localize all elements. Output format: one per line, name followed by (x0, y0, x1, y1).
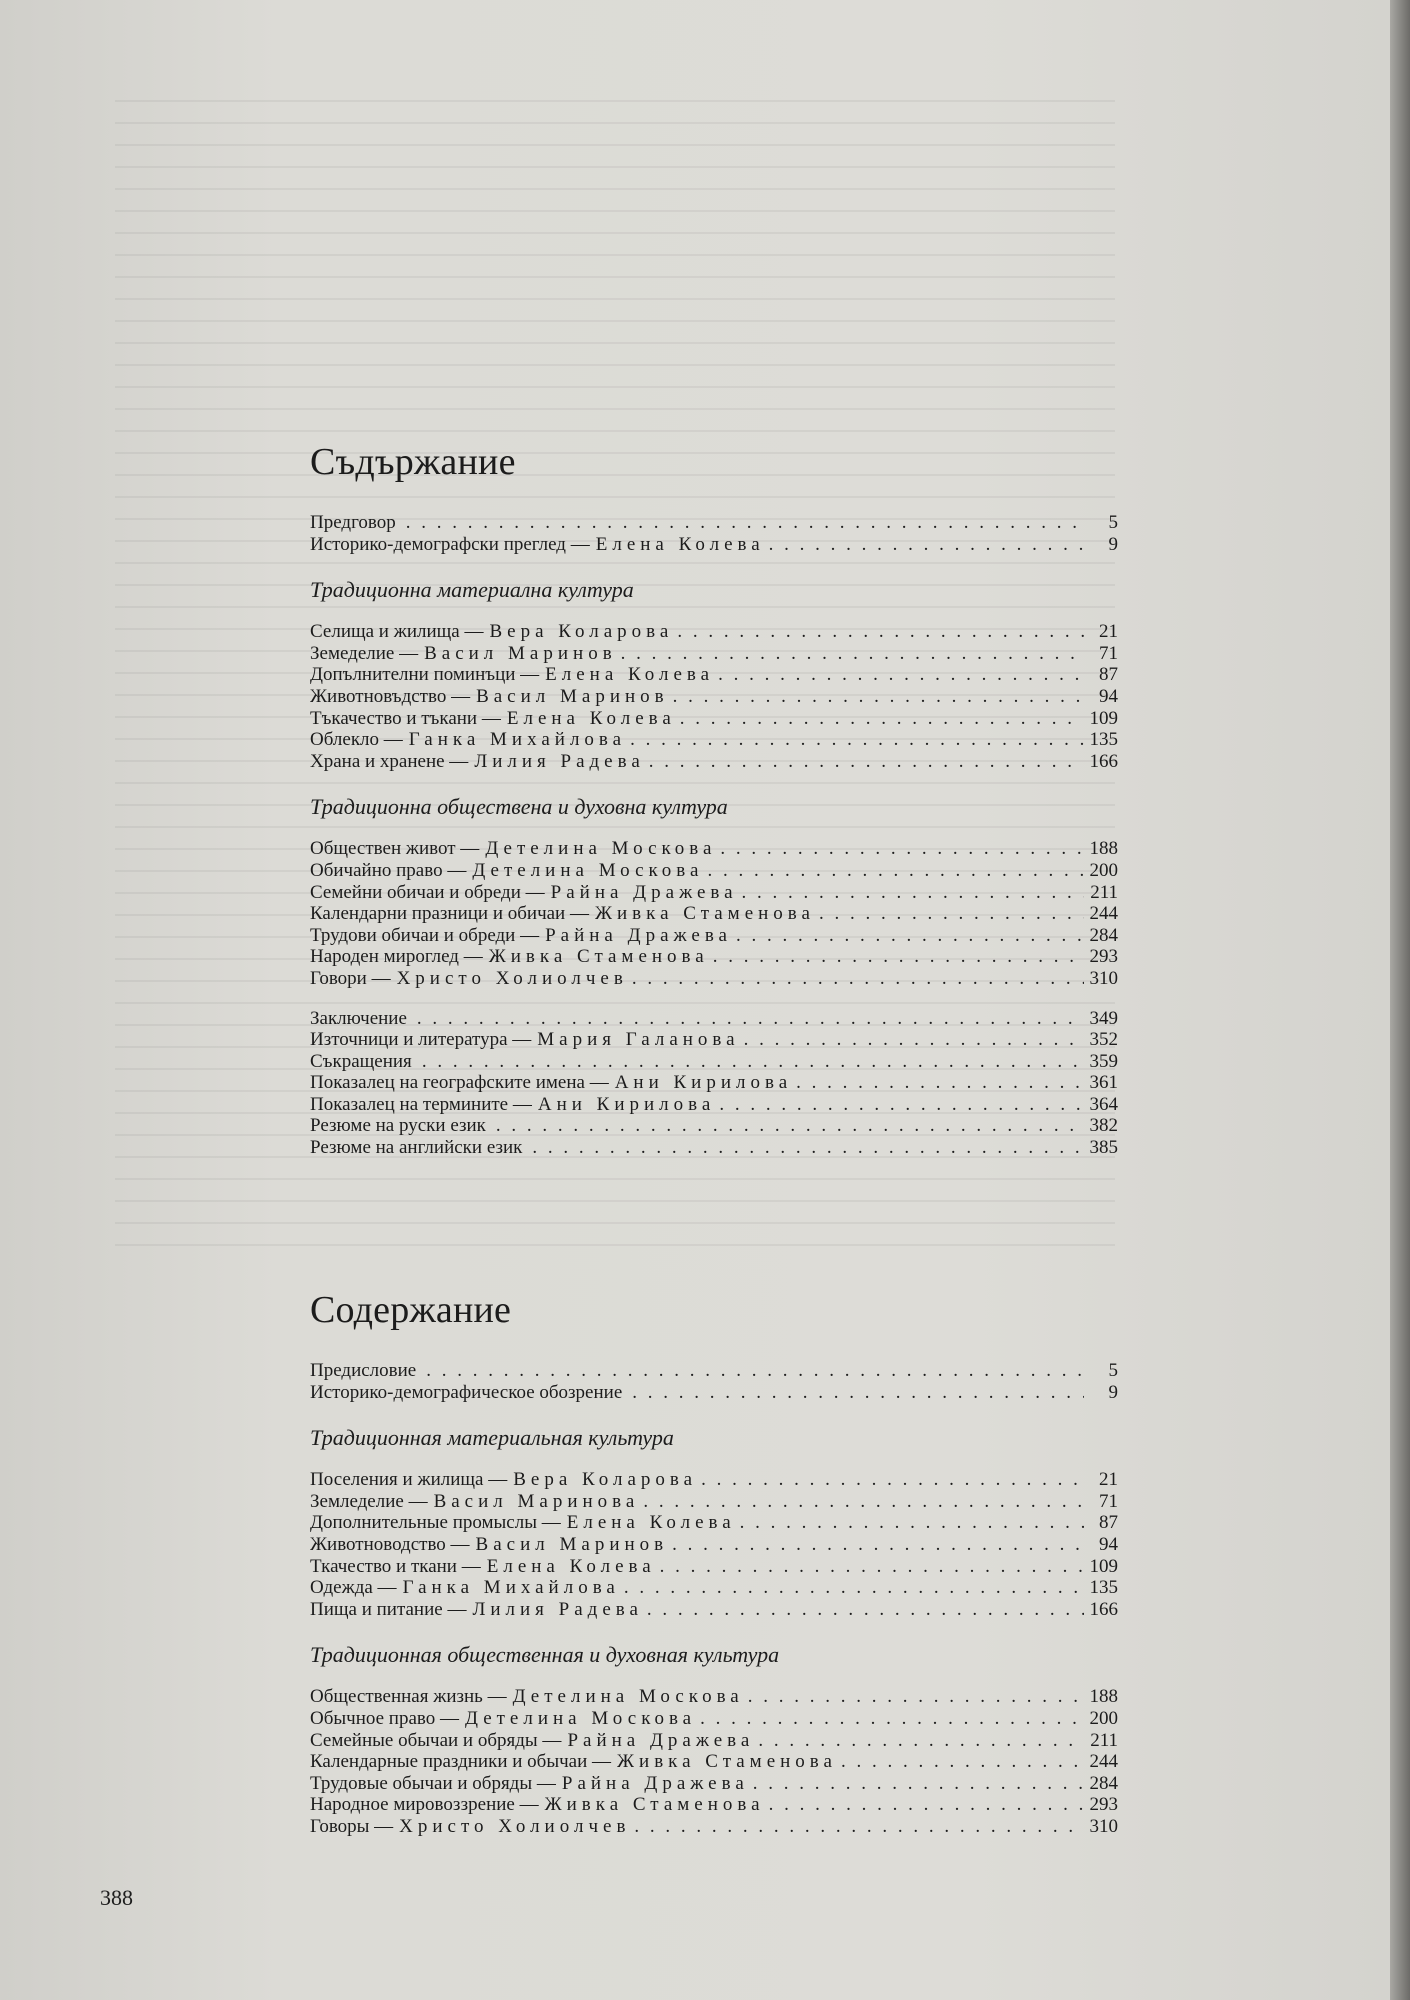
entry-page: 244 (1089, 903, 1118, 925)
entry-page: 94 (1099, 685, 1118, 707)
entry-page: 352 (1089, 1029, 1118, 1051)
dot-leader (426, 1360, 1084, 1382)
entry-page: 244 (1089, 1751, 1118, 1773)
entry-title: Трудовые обычаи и обряды — (310, 1772, 556, 1794)
toc-entry (310, 1051, 1118, 1073)
dot-leader (422, 1051, 1084, 1073)
contents-bulgarian (310, 440, 1118, 1159)
dot-leader (740, 1512, 1084, 1534)
dot-leader (677, 621, 1084, 643)
dot-leader (769, 1794, 1084, 1816)
contents-russian (310, 1288, 1118, 1838)
toc-entry (310, 729, 1118, 751)
toc-entry (310, 643, 1118, 665)
entry-page: 364 (1089, 1093, 1118, 1115)
dot-leader (718, 664, 1084, 686)
dot-leader (643, 1491, 1084, 1513)
entry-page: 211 (1090, 881, 1118, 903)
entry-page: 361 (1089, 1072, 1118, 1094)
entry-author: Васил Маринова (433, 1490, 640, 1512)
entry-page: 188 (1089, 838, 1118, 860)
entry-author: Райна Дражева (545, 924, 732, 946)
entry-page: 71 (1099, 1490, 1118, 1512)
entry-page: 109 (1089, 707, 1118, 729)
entry-page: 9 (1108, 533, 1118, 555)
entry-page: 21 (1099, 1469, 1118, 1491)
entry-page: 87 (1099, 664, 1118, 686)
entry-author: Васил Маринов (475, 1533, 669, 1555)
entry-title: Показалец на термините — (310, 1093, 532, 1115)
dot-leader (736, 925, 1084, 947)
entry-page: 200 (1089, 859, 1118, 881)
entry-page: 135 (1089, 1577, 1118, 1599)
entry-author: Вера Коларова (513, 1469, 698, 1491)
entry-title: Селища и жилища — (310, 621, 484, 643)
toc-entry (310, 1094, 1118, 1116)
entry-author: Вера Коларова (489, 621, 674, 643)
dot-leader (621, 643, 1084, 665)
entry-title: Резюме на руски език (310, 1115, 486, 1137)
entry-author: Живка Стаменова (488, 946, 709, 968)
toc-entry (310, 708, 1118, 730)
toc-entry (310, 1115, 1118, 1137)
dot-leader (742, 882, 1084, 904)
entry-author: Ганка Михайлова (402, 1577, 620, 1599)
entry-page: 310 (1089, 1815, 1118, 1837)
entry-title: Общественная жизнь — (310, 1686, 507, 1708)
entry-title: Съкращения (310, 1050, 412, 1072)
toc-entry (310, 1382, 1118, 1404)
dot-leader (819, 903, 1084, 925)
dot-leader (673, 686, 1084, 708)
entry-page: 87 (1099, 1512, 1118, 1534)
entry-title: Семейни обичаи и обреди — (310, 881, 545, 903)
toc-entry (310, 1469, 1118, 1491)
toc-entry (310, 1794, 1118, 1816)
entry-author: Мария Галанова (537, 1029, 740, 1051)
entry-page: 284 (1089, 924, 1118, 946)
entry-author: Ани Кирилова (537, 1093, 716, 1115)
toc-entry (310, 534, 1118, 556)
entry-title: Народен мироглед — (310, 946, 483, 968)
dot-leader (720, 838, 1084, 860)
entry-title: Облекло — (310, 729, 403, 751)
toc-entry (310, 1534, 1118, 1556)
entry-author: Ани Кирилова (614, 1072, 793, 1094)
entry-title: Предговор (310, 512, 396, 533)
section-heading: Традиционна материална култура (310, 577, 634, 603)
toc-entry (310, 1708, 1118, 1730)
toc-entry (310, 1686, 1118, 1708)
dot-leader (660, 1556, 1084, 1578)
dot-leader (634, 1816, 1084, 1838)
toc-entry (310, 1008, 1118, 1030)
entry-title: Обществен живот — (310, 838, 480, 860)
entry-title: Семейные обычаи и обряды — (310, 1729, 562, 1751)
entry-author: Детелина Москова (512, 1686, 744, 1708)
entry-page: 5 (1108, 512, 1118, 533)
toc-entry (310, 751, 1118, 773)
entry-title: Говоры — (310, 1815, 394, 1837)
entry-author: Ганка Михайлова (408, 729, 627, 751)
entry-page: 135 (1089, 729, 1118, 751)
entry-title: Животноводство — (310, 1533, 470, 1555)
entry-title: Дополнительные промыслы — (310, 1512, 561, 1534)
contents-title: Содержание (310, 1289, 512, 1331)
entry-title: Обичайно право — (310, 859, 467, 881)
dot-leader (496, 1115, 1084, 1137)
entry-title: Земеделие — (310, 642, 419, 664)
entry-title: Пища и питание — (310, 1598, 467, 1620)
dot-leader (753, 1773, 1084, 1795)
entry-title: Поселения и жилища — (310, 1469, 508, 1491)
entry-page: 349 (1089, 1007, 1118, 1029)
dot-leader (744, 1029, 1084, 1051)
toc-entry (310, 1556, 1118, 1578)
entry-page: 284 (1089, 1772, 1118, 1794)
section-heading: Традиционная общественная и духовная культура (310, 1642, 780, 1668)
entry-author: Живка Стаменова (544, 1794, 765, 1816)
entry-title: Показалец на географските имена — (310, 1072, 609, 1094)
dot-leader (532, 1137, 1084, 1159)
entry-author: Живка Стаменова (594, 903, 815, 925)
entry-title: Календарни празници и обичаи — (310, 903, 589, 925)
toc-entry (310, 1599, 1118, 1621)
entry-title: Трудови обичаи и обреди — (310, 924, 540, 946)
toc-entry (310, 946, 1118, 968)
toc-entry (310, 1360, 1118, 1382)
dot-leader (707, 860, 1084, 882)
entry-page: 21 (1099, 621, 1118, 643)
toc-entry (310, 1730, 1118, 1752)
toc-entry (310, 1577, 1118, 1599)
entry-page: 211 (1090, 1729, 1118, 1751)
entry-page: 5 (1108, 1360, 1118, 1381)
dot-leader (632, 1382, 1084, 1404)
toc-entry (310, 512, 1118, 534)
entry-title: Животновъдство — (310, 685, 471, 707)
entry-author: Лилия Радева (472, 1598, 643, 1620)
entry-author: Детелина Москова (465, 1707, 697, 1729)
entry-title: Ткачество и ткани — (310, 1555, 481, 1577)
entry-author: Лилия Радева (474, 750, 645, 772)
entry-author: Христо Холиолчев (396, 967, 628, 989)
page-number: 388 (100, 1885, 133, 1910)
dot-leader (649, 751, 1084, 773)
toc-entry (310, 860, 1118, 882)
toc-entry (310, 1816, 1118, 1838)
toc-entry (310, 1137, 1118, 1159)
entry-author: Елена Колева (595, 533, 765, 555)
entry-title: Резюме на английски език (310, 1137, 523, 1159)
toc-entry (310, 968, 1118, 990)
entry-title: Обычное право — (310, 1707, 459, 1729)
entry-page: 166 (1089, 1598, 1118, 1620)
entry-author: Райна Дражева (567, 1729, 755, 1751)
entry-title: Тъкачество и тъкани — (310, 707, 501, 729)
entry-page: 166 (1089, 750, 1118, 772)
dot-leader (758, 1730, 1084, 1752)
entry-title: Говори — (310, 967, 391, 989)
toc-entry (310, 1773, 1118, 1795)
entry-author: Райна Дражева (561, 1772, 749, 1794)
toc-entry (310, 686, 1118, 708)
contents-title: Съдържание (310, 441, 516, 483)
dot-leader (769, 534, 1084, 556)
entry-author: Елена Колева (486, 1555, 656, 1577)
entry-page: 359 (1089, 1050, 1118, 1072)
entry-page: 382 (1089, 1115, 1118, 1137)
dot-leader (701, 1469, 1084, 1491)
dot-leader (624, 1577, 1084, 1599)
dot-leader (680, 708, 1084, 730)
dot-leader (748, 1686, 1084, 1708)
toc-entry (310, 838, 1118, 860)
entry-author: Детелина Москова (485, 838, 717, 860)
entry-title: Предисловие (310, 1360, 417, 1381)
entry-author: Детелина Москова (472, 859, 704, 881)
entry-page: 310 (1089, 967, 1118, 989)
dot-leader (647, 1599, 1084, 1621)
toc-entry (310, 1029, 1118, 1051)
toc-entry (310, 621, 1118, 643)
entry-page: 293 (1089, 1794, 1118, 1816)
entry-title: Източници и литература — (310, 1029, 532, 1051)
entry-author: Елена Колева (545, 664, 715, 686)
dot-leader (796, 1072, 1084, 1094)
toc-entry (310, 882, 1118, 904)
entry-author: Райна Дражева (550, 881, 738, 903)
entry-page: 188 (1089, 1686, 1118, 1708)
entry-title: Одежда — (310, 1577, 397, 1599)
dot-leader (713, 946, 1084, 968)
entry-title: Храна и хранене — (310, 750, 469, 772)
entry-page: 71 (1099, 642, 1118, 664)
entry-title: Историко-демографски преглед — (310, 533, 590, 555)
entry-title: Историко-демографическое обозрение (310, 1381, 623, 1403)
entry-page: 385 (1089, 1137, 1118, 1159)
entry-title: Календарные праздники и обычаи — (310, 1751, 611, 1773)
entry-author: Васил Маринов (424, 642, 617, 664)
dot-leader (630, 729, 1084, 751)
entry-title: Земледелие — (310, 1490, 428, 1512)
entry-page: 94 (1099, 1533, 1118, 1555)
dot-leader (672, 1534, 1084, 1556)
entry-page: 9 (1108, 1381, 1118, 1403)
section-heading: Традиционна обществена и духовна култура (310, 794, 728, 820)
entry-author: Елена Колева (506, 707, 676, 729)
entry-page: 200 (1089, 1707, 1118, 1729)
toc-entry (310, 1512, 1118, 1534)
dot-leader (406, 512, 1084, 534)
toc-entry (310, 1491, 1118, 1513)
dot-leader (632, 968, 1084, 990)
entry-title: Заключение (310, 1007, 407, 1029)
entry-author: Живка Стаменова (617, 1751, 837, 1773)
toc-entry (310, 1072, 1118, 1094)
dot-leader (700, 1708, 1084, 1730)
entry-title: Допълнителни поминъци — (310, 664, 540, 686)
entry-title: Народное мировоззрение — (310, 1794, 539, 1816)
section-heading: Традиционная материальная культура (310, 1425, 674, 1451)
entry-page: 293 (1089, 946, 1118, 968)
toc-entry (310, 664, 1118, 686)
page-edge (1390, 0, 1410, 2000)
toc-entry (310, 925, 1118, 947)
toc-entry (310, 1751, 1118, 1773)
entry-page: 109 (1089, 1555, 1118, 1577)
entry-author: Елена Колева (566, 1512, 736, 1534)
dot-leader (417, 1008, 1084, 1030)
entry-author: Христо Холиолчев (399, 1815, 631, 1837)
dot-leader (719, 1094, 1084, 1116)
toc-entry (310, 903, 1118, 925)
dot-leader (841, 1751, 1084, 1773)
entry-author: Васил Маринов (476, 685, 669, 707)
